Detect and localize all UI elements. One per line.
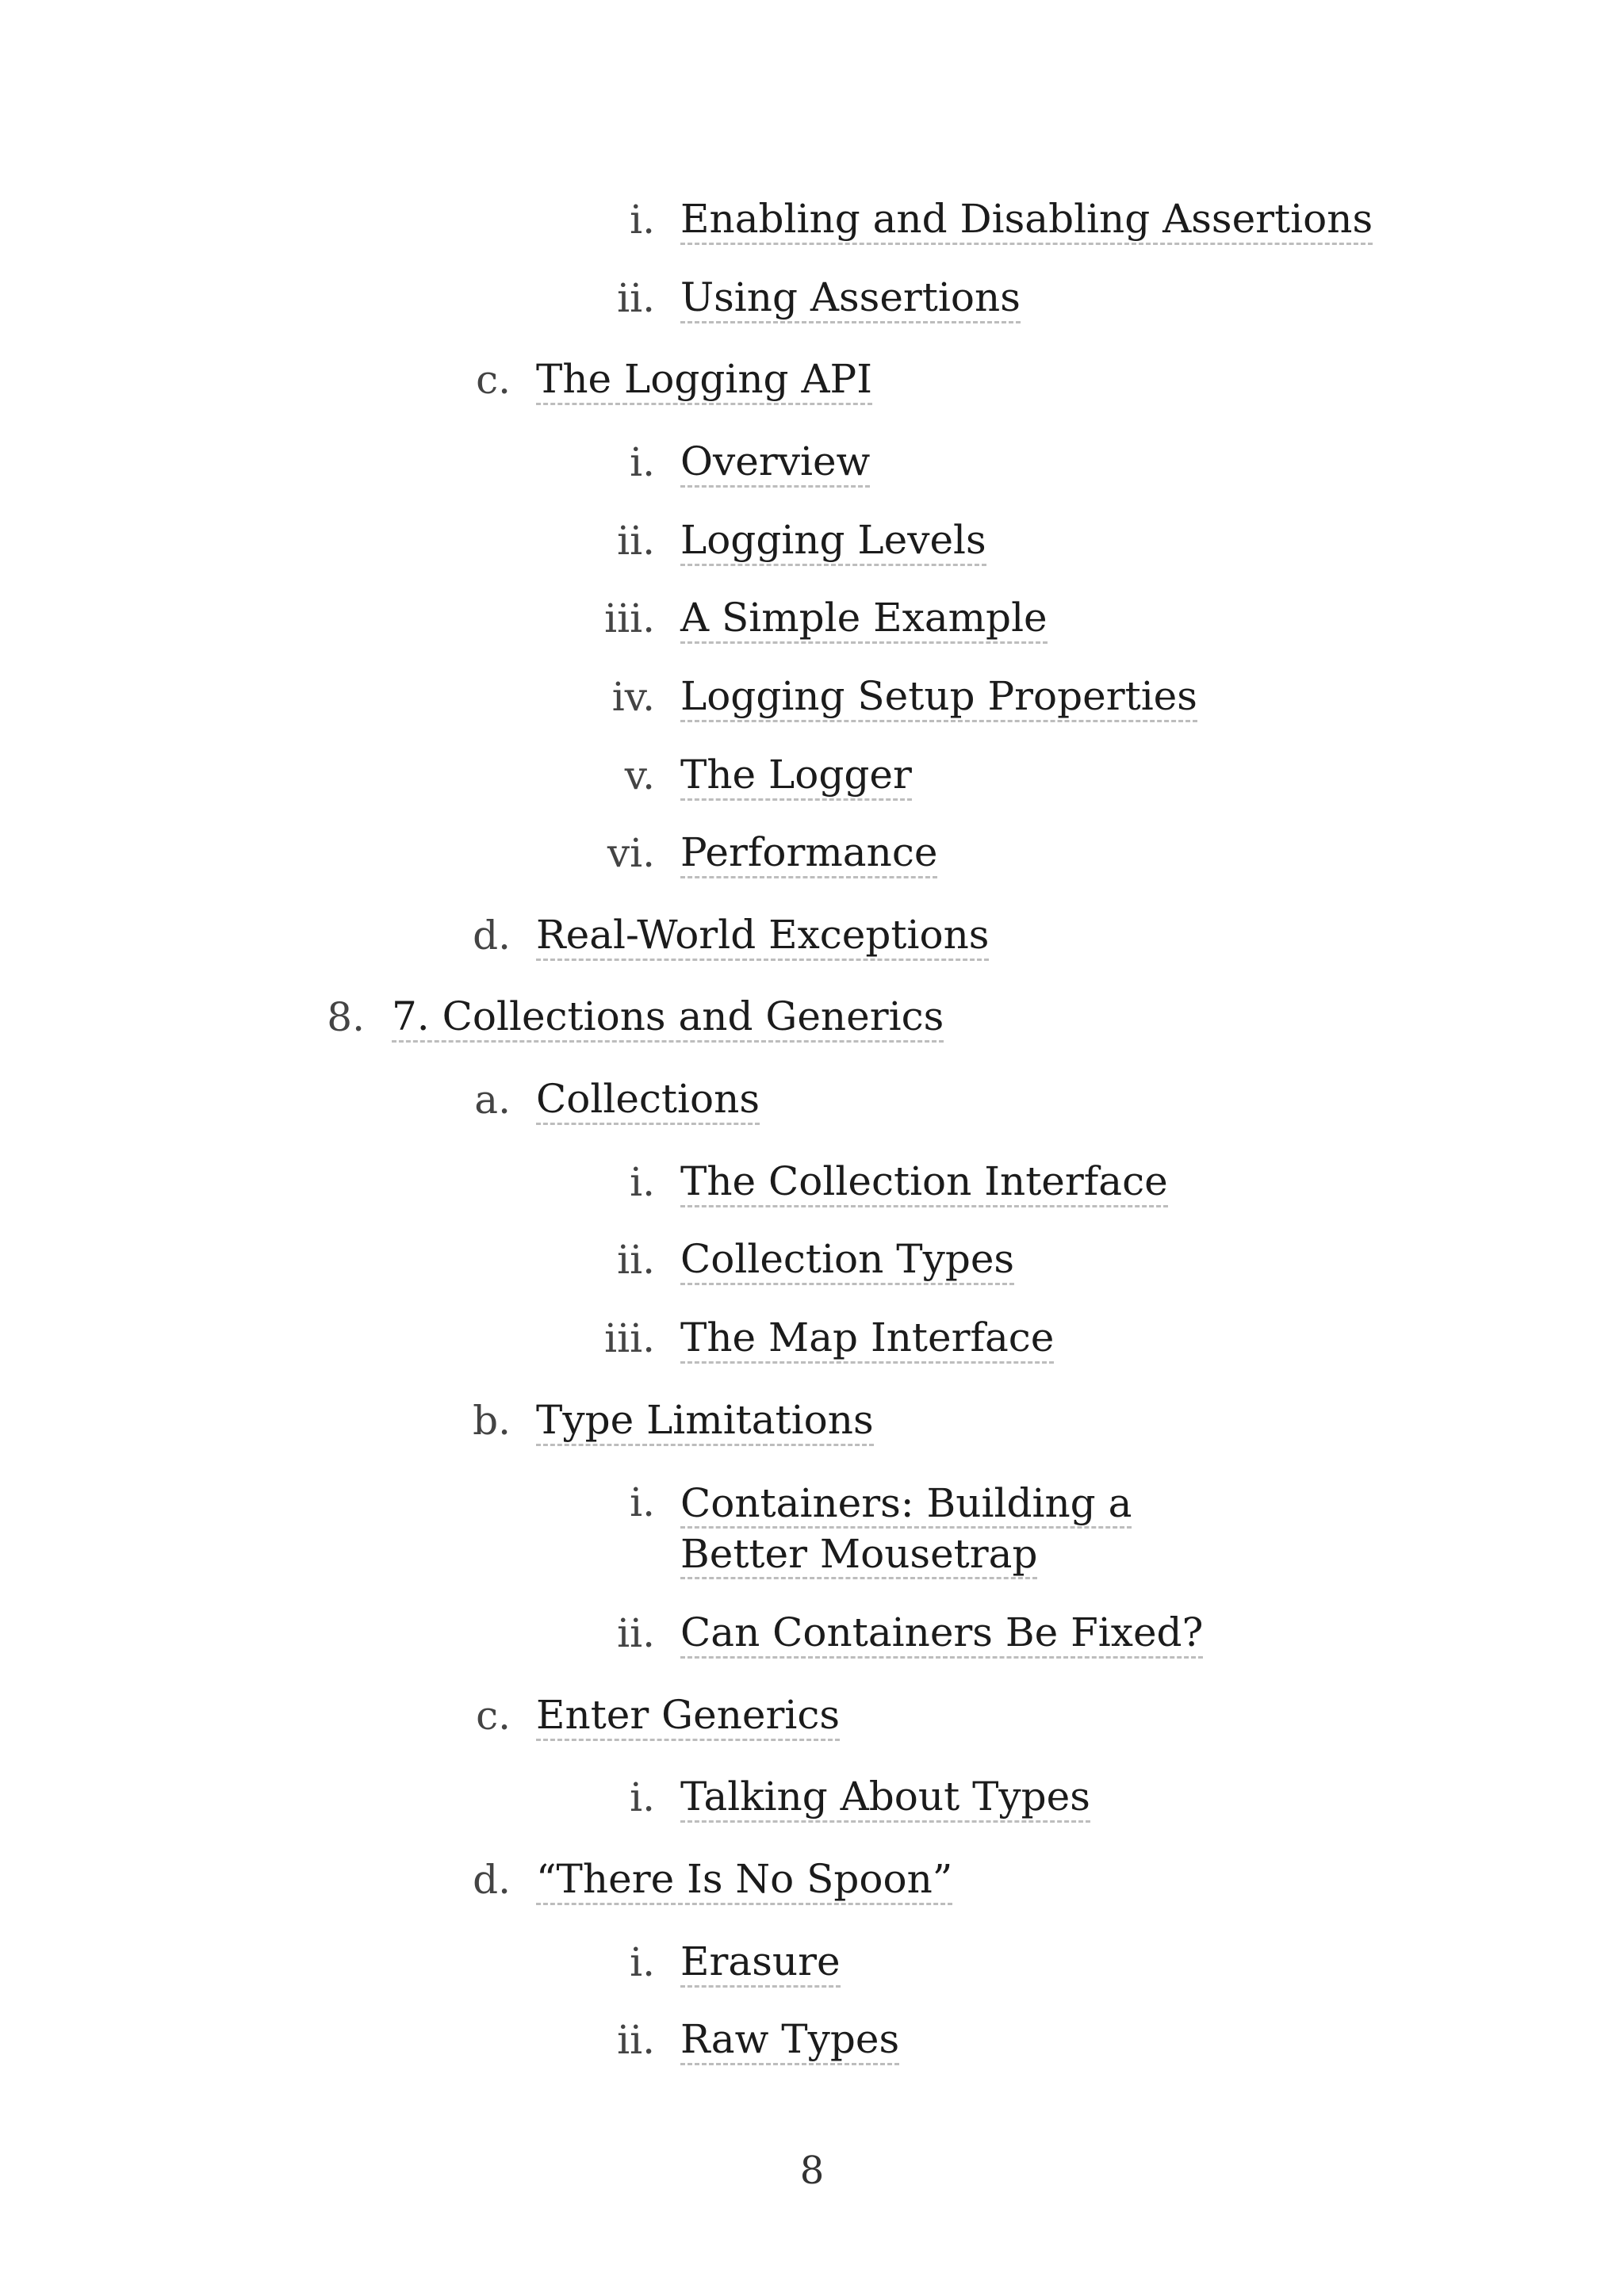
toc-entry-marker: i.	[630, 1159, 655, 1205]
toc-entry-link[interactable]: Logging Levels	[680, 516, 986, 566]
toc-entry-link[interactable]: “There Is No Spoon”	[536, 1855, 952, 1905]
toc-entry	[0, 1396, 1624, 1460]
toc-entry	[0, 1478, 1624, 1597]
toc-entry-link[interactable]: Raw Types	[680, 2015, 899, 2065]
toc-entry	[0, 1855, 1624, 1919]
toc-entry-marker: i.	[630, 197, 655, 243]
toc-entry-link[interactable]: Enter Generics	[536, 1691, 840, 1741]
toc-entry-marker: iv.	[611, 674, 655, 720]
toc-entry-marker: b.	[473, 1398, 511, 1444]
toc-entry	[0, 1314, 1624, 1377]
toc-entry	[0, 274, 1624, 337]
toc-entry-link[interactable]: Overview	[680, 438, 870, 488]
toc-entry-link[interactable]: The Collection Interface	[680, 1158, 1168, 1207]
toc-entry-marker: ii.	[617, 518, 655, 564]
toc-entry	[0, 1609, 1624, 1672]
toc-entry-link[interactable]: Using Assertions	[680, 274, 1021, 323]
toc-entry-marker: ii.	[617, 275, 655, 321]
toc-entry	[0, 355, 1624, 419]
toc-entry-link[interactable]: A Simple Example	[680, 594, 1048, 644]
toc-entry-title: Containers: Building a Better Mousetrap	[680, 1480, 1132, 1579]
toc-entry	[0, 594, 1624, 657]
toc-entry-marker: v.	[624, 752, 655, 798]
toc-entry	[0, 672, 1624, 736]
toc-entry	[0, 828, 1624, 892]
toc-entry-link[interactable]: Logging Setup Properties	[680, 672, 1197, 722]
toc-entry-marker: 8.	[327, 994, 365, 1040]
toc-entry-marker: i.	[630, 1479, 655, 1525]
toc-entry-marker: ii.	[617, 2017, 655, 2063]
toc-entry-link[interactable]: Erasure	[680, 1938, 841, 1988]
toc-entry-marker: iii.	[604, 1315, 655, 1361]
toc-entry-marker: iii.	[604, 595, 655, 641]
toc-entry	[0, 1773, 1624, 1836]
toc-entry-link[interactable]: Type Limitations	[536, 1396, 874, 1446]
toc-entry	[0, 911, 1624, 974]
toc-entry-marker: c.	[476, 357, 511, 403]
toc-entry-link[interactable]: Collections	[536, 1075, 760, 1125]
toc-entry	[0, 1075, 1624, 1138]
toc-entry	[0, 751, 1624, 814]
toc-entry-marker: vi.	[607, 830, 655, 876]
toc-entry-link[interactable]: The Map Interface	[680, 1314, 1054, 1364]
toc-entry-link[interactable]: Can Containers Be Fixed?	[680, 1609, 1203, 1659]
toc-entry-link[interactable]: The Logging API	[536, 355, 872, 405]
toc-entry-link[interactable]: Collection Types	[680, 1235, 1014, 1285]
toc-entry-link[interactable]: Talking About Types	[680, 1773, 1090, 1823]
toc-entry-link[interactable]: Enabling and Disabling Assertions	[680, 195, 1373, 245]
toc-entry-marker: i.	[630, 439, 655, 485]
toc-entry-marker: ii.	[617, 1237, 655, 1283]
toc-entry-link[interactable]	[680, 1478, 1251, 1579]
toc-entry-link[interactable]: 7. Collections and Generics	[392, 993, 944, 1043]
toc-entry	[0, 1158, 1624, 1221]
toc-entry-marker: d.	[473, 1857, 511, 1903]
toc-entry-link[interactable]: The Logger	[680, 751, 912, 801]
toc-entry-marker: d.	[473, 913, 511, 959]
toc-entry	[0, 1938, 1624, 2001]
toc-entry-marker: c.	[476, 1693, 511, 1739]
toc-entry	[0, 195, 1624, 258]
toc-entry	[0, 438, 1624, 501]
toc-entry	[0, 1235, 1624, 1299]
toc-entry	[0, 993, 1624, 1056]
toc-entry-marker: a.	[474, 1077, 511, 1123]
toc-entry	[0, 516, 1624, 580]
page-number: 8	[799, 2149, 825, 2193]
toc-entry	[0, 1691, 1624, 1755]
toc-entry-marker: i.	[630, 1939, 655, 1985]
toc-entry-marker: ii.	[617, 1610, 655, 1656]
toc-entry-link[interactable]: Performance	[680, 828, 937, 878]
toc-entry	[0, 2015, 1624, 2079]
toc-entry-marker: i.	[630, 1774, 655, 1820]
toc-entry-link[interactable]: Real-World Exceptions	[536, 911, 989, 961]
